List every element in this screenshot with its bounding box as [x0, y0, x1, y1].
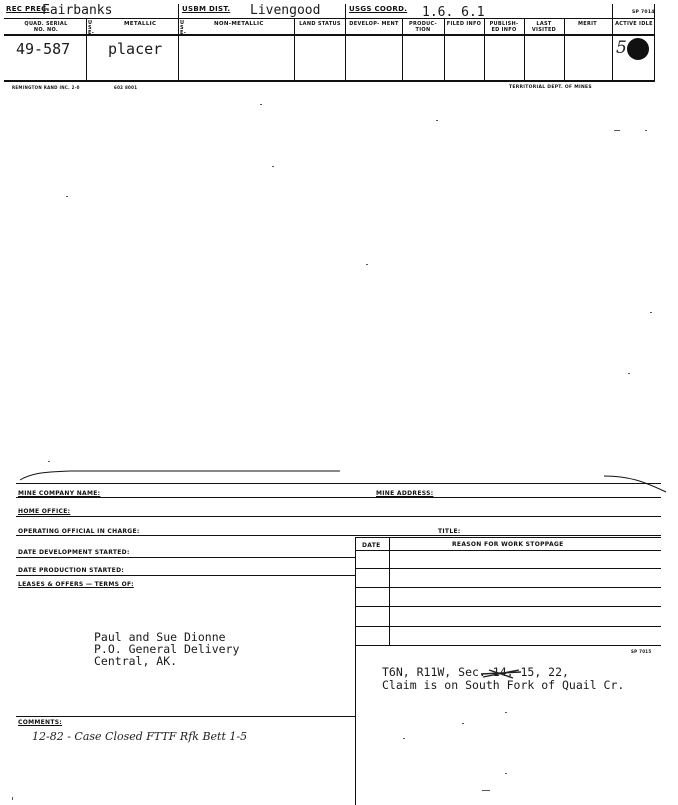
rule-prod-started: [16, 575, 355, 576]
date-dev-started-label: DATE DEVELOPMENT STARTED:: [18, 549, 130, 556]
col-active-idle: ACTIVE IDLE: [615, 21, 653, 27]
usbm-dist-label: USBM DIST.: [182, 5, 231, 13]
usgs-coord-label: USGS COORD.: [349, 5, 408, 13]
col-use: U S E-: [88, 20, 95, 36]
rule-company: [16, 497, 661, 498]
col-development: DEVELOP- MENT: [349, 21, 399, 27]
date-col-label: DATE: [362, 542, 381, 549]
card-edge-curves: [0, 470, 678, 500]
scan-speck: [462, 723, 464, 724]
rec-prec-label: REC PREC.: [6, 5, 50, 13]
scan-speck: [66, 196, 68, 197]
comments-label: COMMENTS:: [18, 719, 63, 726]
scan-speck: [645, 130, 647, 131]
owner-address: [94, 631, 239, 667]
scan-speck: [12, 797, 13, 800]
header-rule-3: [4, 80, 654, 82]
col-production: PRODUC- TION: [409, 21, 437, 33]
printer-left: REMINGTON RAND INC. 2-0: [12, 85, 80, 90]
rule-operating: [16, 535, 661, 536]
divider-usgs: [345, 4, 346, 82]
stoppage-row-5: [355, 626, 661, 627]
address-line: Paul and Sue Dionne: [94, 630, 226, 644]
reason-col-label: REASON FOR WORK STOPPAGE: [452, 541, 564, 548]
scan-speck: [436, 120, 438, 121]
rule-dev-started: [16, 557, 355, 558]
scan-speck: [650, 312, 652, 313]
scan-speck: [366, 264, 368, 265]
scan-speck: [48, 461, 50, 462]
rule-comments: [16, 716, 355, 717]
comments-handwriting: 12-82 - Case Closed FTTF Rfk Bett 1-5: [32, 730, 248, 743]
address-line: Central, AK.: [94, 654, 178, 668]
col-filed-info: FILED INFO: [446, 21, 482, 27]
home-office-label: HOME OFFICE:: [18, 508, 71, 515]
location-line-2: Claim is on South Fork of Quail Cr.: [382, 678, 625, 692]
divider-published: [524, 18, 525, 82]
divider-dev: [402, 18, 403, 82]
metallic-value: placer: [108, 40, 163, 58]
scan-speck: [628, 373, 630, 374]
rule-home-office: [16, 516, 661, 517]
operating-official-label: OPERATING OFFICIAL IN CHARGE:: [18, 528, 140, 535]
divider-serial: [86, 18, 87, 82]
strikeout-mark: [479, 668, 523, 680]
usgs-coord-value: 1.6. 6.1: [422, 5, 485, 20]
divider-filed: [484, 18, 485, 82]
col-use-2: U S E-: [180, 20, 187, 36]
printer-right: TERRITORIAL DEPT. OF MINES: [509, 85, 592, 90]
title-label: TITLE:: [438, 528, 461, 535]
stoppage-row-3: [355, 587, 661, 588]
rule-stoppage-top: [355, 537, 661, 538]
serial-value: 49-587: [16, 40, 71, 58]
scan-speck: [482, 790, 490, 791]
form-code-top: SP 7014: [632, 10, 655, 15]
col-last-visited: LAST VISITED: [531, 21, 557, 33]
divider-formcode: [612, 4, 613, 82]
mine-address-label: MINE ADDRESS:: [376, 490, 434, 497]
scan-speck: [505, 712, 507, 713]
stoppage-row-4: [355, 606, 661, 607]
scan-speck: [614, 130, 620, 131]
leases-offers-label: LEASES & OFFERS — TERMS OF:: [18, 581, 134, 588]
col-published-info: PUBLISH- ED INFO: [489, 21, 519, 33]
stoppage-row-6: [355, 645, 661, 646]
rec-prec-value: Fairbanks: [42, 3, 113, 18]
divider-usbm: [178, 4, 179, 82]
header-card: [4, 3, 656, 90]
stoppage-row-2: [355, 568, 661, 569]
col-land-status: LAND STATUS: [299, 21, 341, 27]
date-prod-started-label: DATE PRODUCTION STARTED:: [18, 567, 125, 574]
usbm-dist-value: Livengood: [250, 3, 321, 18]
scan-speck: [272, 166, 274, 167]
mine-company-name-label: MINE COMPANY NAME:: [18, 490, 101, 497]
active-idle-mark: 5: [616, 38, 627, 58]
center-divider: [355, 646, 356, 805]
divider-prod: [444, 18, 445, 82]
active-dot-icon: [627, 38, 649, 60]
stoppage-left: [355, 537, 356, 646]
scan-speck: [505, 773, 507, 774]
divider-land: [294, 18, 295, 82]
scan-speck: [403, 738, 405, 739]
col-non-metallic: NON-METALLIC: [214, 21, 264, 27]
rule-company-top: [16, 483, 661, 484]
col-metallic: METALLIC: [124, 21, 157, 27]
printer-codes: 602 8001: [114, 85, 138, 90]
col-merit: MERIT: [578, 21, 598, 27]
divider-last: [564, 18, 565, 82]
address-line: P.O. General Delivery: [94, 642, 240, 656]
stoppage-row-1: [355, 550, 661, 551]
scan-speck: [260, 104, 262, 105]
header-rule-2: [4, 34, 654, 36]
form-code-bottom: SP 7015: [631, 649, 652, 654]
location-line-1: T6N, R11W, Sec. 14, 15, 22,: [382, 665, 569, 679]
col-quad-serial: QUAD. SERIAL NO. NO.: [24, 21, 68, 33]
stoppage-date-div: [389, 537, 390, 646]
header-rule-1: [4, 18, 654, 19]
